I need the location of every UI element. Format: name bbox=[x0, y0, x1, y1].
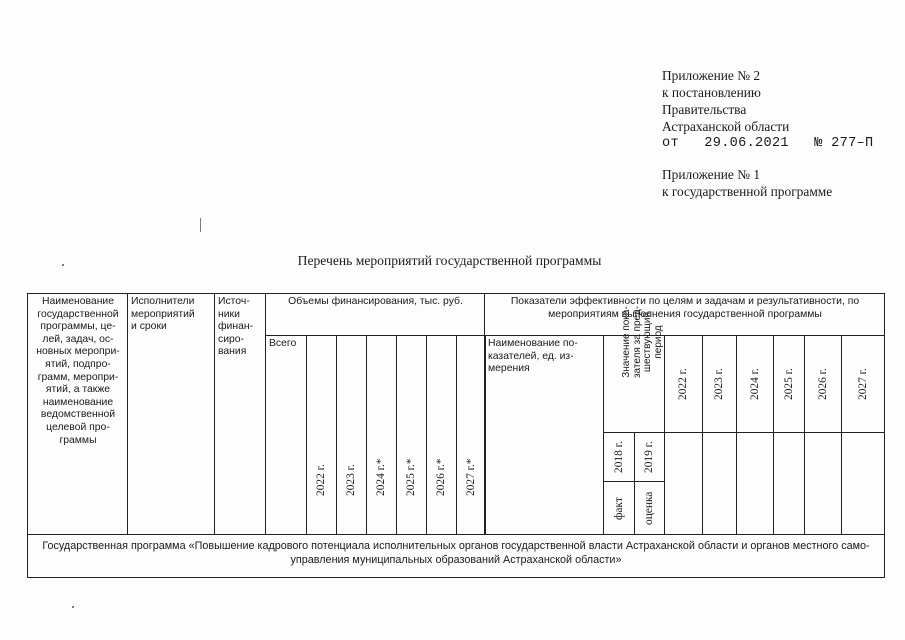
funding-year-label: 2027 г.* bbox=[464, 458, 477, 496]
text-line: мерения bbox=[488, 363, 530, 375]
funding-header-text: Объемы финансирования, тыс. руб. bbox=[288, 296, 463, 307]
funding-year-label: 2025 г.* bbox=[405, 458, 417, 496]
indicator-year-2024-header bbox=[736, 335, 774, 433]
indicator-year-label: 2024 г. bbox=[748, 368, 761, 400]
funding-year-2022-header bbox=[306, 335, 337, 535]
text-line: казателей, ед. из- bbox=[488, 350, 574, 362]
prev-year-2019-header bbox=[634, 432, 665, 482]
document-title bbox=[0, 253, 905, 269]
indicator-year-2027-body bbox=[841, 432, 885, 535]
prev-year-label: 2018 г. bbox=[612, 441, 625, 473]
text-line: наименование bbox=[42, 396, 114, 408]
executors-header-lines bbox=[131, 296, 212, 334]
funding-year-label: 2022 г. bbox=[315, 464, 327, 496]
appendix-1-label: Приложение № 1 bbox=[662, 167, 761, 182]
funding-total-header bbox=[265, 335, 307, 535]
indicator-name-header bbox=[484, 335, 604, 535]
approval-header bbox=[662, 67, 897, 200]
text-line: Исполнители bbox=[131, 296, 195, 307]
prev-period-header-lines bbox=[622, 298, 664, 386]
text-line: лей, задач, ос- bbox=[42, 333, 114, 345]
text-line: мероприятий bbox=[131, 308, 195, 320]
prev-period-header bbox=[603, 305, 665, 433]
text-line: новных меропри- bbox=[36, 346, 120, 358]
document-title-text: Перечень мероприятий государственной программы bbox=[297, 253, 602, 268]
to-program-label: к государственной программе bbox=[662, 184, 833, 199]
text-line: программы, це- bbox=[40, 321, 116, 333]
program-name-header-lines bbox=[31, 296, 125, 447]
appendix-2-label: Приложение № 2 bbox=[662, 68, 761, 83]
indicators-header-lines bbox=[488, 296, 882, 321]
funding-year-2025-header bbox=[396, 335, 427, 535]
funding-year-2026-header bbox=[426, 335, 457, 535]
indicator-year-2025-body bbox=[773, 432, 805, 535]
scan-artifact-dot bbox=[72, 606, 74, 608]
indicator-year-label: 2026 г. bbox=[816, 368, 829, 400]
text-line: ники bbox=[218, 308, 240, 320]
text-line: Источ- bbox=[218, 296, 250, 307]
text-line: и сроки bbox=[131, 321, 167, 333]
indicator-year-2026-header bbox=[804, 335, 842, 433]
text-line: целевой про- bbox=[46, 421, 110, 433]
indicator-year-2023-header bbox=[702, 335, 737, 433]
measures-table bbox=[27, 293, 885, 578]
col-sources-header bbox=[214, 293, 266, 535]
text-line: шествующий bbox=[642, 311, 654, 372]
indicator-year-2023-body bbox=[702, 432, 737, 535]
program-row bbox=[27, 534, 885, 578]
funding-year-2027-header bbox=[456, 335, 486, 535]
text-line: Значение пока- bbox=[621, 305, 632, 378]
funding-header bbox=[265, 293, 485, 336]
resolution-date-number: от 29.06.2021 № 277–П bbox=[662, 136, 874, 151]
indicator-year-label: 2023 г. bbox=[713, 368, 725, 400]
col-executors-header bbox=[127, 293, 215, 535]
funding-year-label: 2026 г.* bbox=[435, 458, 447, 496]
text-line: Показатели эффективности по целям и задачам и результативности, по bbox=[510, 296, 860, 307]
funding-year-label: 2024 г.* bbox=[375, 458, 387, 496]
text-line: сиро- bbox=[218, 333, 245, 345]
indicators-header bbox=[484, 293, 885, 336]
government-label: Правительства bbox=[662, 102, 747, 117]
prev-year-label: 2019 г. bbox=[643, 441, 655, 473]
indicator-year-2026-body bbox=[804, 432, 842, 535]
prev-kind-estimate-header bbox=[634, 481, 665, 535]
indicator-year-2025-header bbox=[773, 335, 805, 433]
scan-artifact-mark bbox=[200, 218, 201, 232]
prev-kind-label: оценка bbox=[643, 491, 655, 525]
indicator-year-2027-header bbox=[841, 335, 885, 433]
sources-header-lines bbox=[218, 296, 263, 359]
text-line: граммы bbox=[59, 434, 97, 446]
region-label: Астраханской области bbox=[662, 119, 790, 134]
text-line: Государственная программа «Повышение кадрового потенциала исполнительных органов государственной власти Астраханской области и органов местного само- bbox=[42, 540, 870, 552]
text-line: зателя за пред- bbox=[631, 305, 643, 378]
text-line: управления муниципальных образований Астраханской области» bbox=[290, 554, 622, 566]
text-line: мероприятиям выполнения государственной программы bbox=[548, 308, 822, 320]
prev-year-2018-header bbox=[603, 432, 635, 482]
funding-total-text: Всего bbox=[269, 338, 297, 349]
program-row-lines bbox=[34, 539, 878, 567]
prev-period-header-text bbox=[622, 298, 664, 386]
indicator-name-header-lines bbox=[488, 338, 601, 376]
indicator-year-2024-body bbox=[736, 432, 774, 535]
text-line: ятий, а также bbox=[45, 384, 111, 396]
prev-kind-label: факт bbox=[612, 496, 625, 520]
indicator-year-2022-body bbox=[664, 432, 703, 535]
indicator-year-2022-header bbox=[664, 335, 703, 433]
text-line: период bbox=[652, 324, 664, 359]
funding-year-label: 2023 г. bbox=[345, 464, 357, 496]
funding-year-2023-header bbox=[336, 335, 367, 535]
col-program-name-header bbox=[27, 293, 128, 535]
text-line: финан- bbox=[218, 321, 254, 333]
text-line: Наименование по- bbox=[488, 338, 578, 349]
text-line: государственной bbox=[37, 308, 119, 320]
text-line: грамм, меропри- bbox=[37, 371, 119, 383]
prev-kind-fact-header bbox=[603, 481, 635, 535]
text-line: ведомственной bbox=[40, 409, 116, 421]
text-line: ятий, подпро- bbox=[45, 358, 111, 370]
indicator-year-label: 2025 г. bbox=[782, 368, 795, 400]
text-line: вания bbox=[218, 346, 247, 358]
indicator-year-label: 2022 г. bbox=[677, 368, 689, 400]
funding-year-2024-header bbox=[366, 335, 397, 535]
indicator-year-label: 2027 г. bbox=[856, 368, 869, 400]
to-resolution-label: к постановлению bbox=[662, 85, 761, 100]
text-line: Наименование bbox=[41, 296, 115, 307]
